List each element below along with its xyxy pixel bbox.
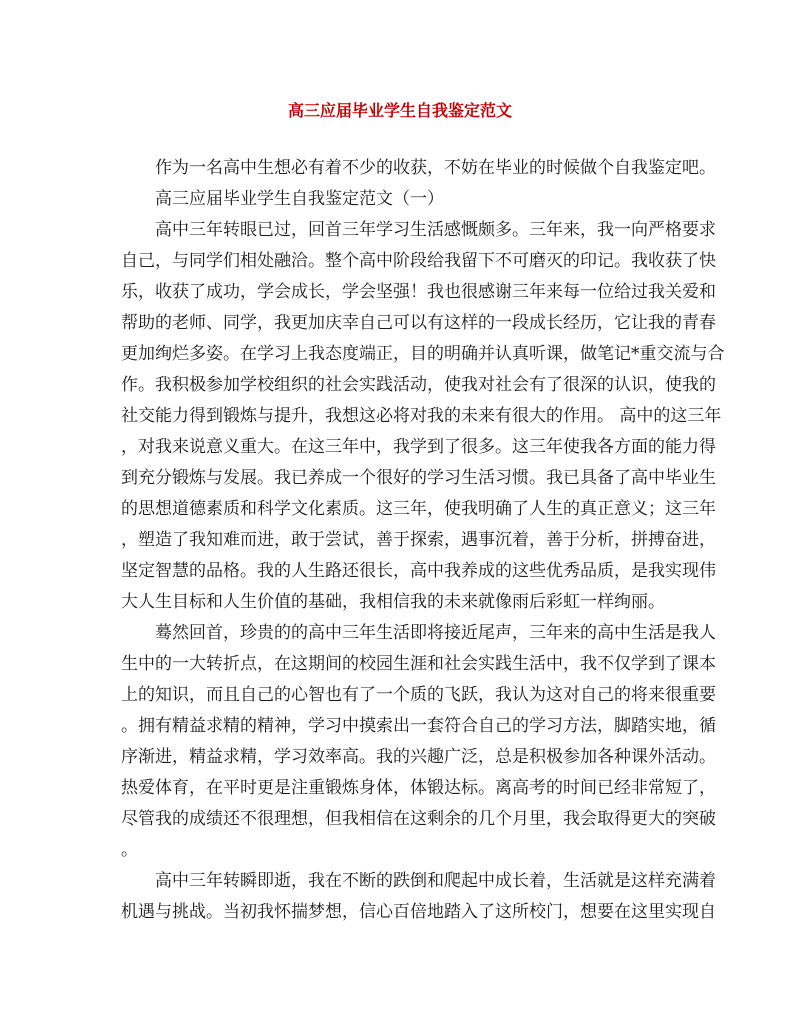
paragraph-line: 帮助的老师、同学，我更加庆幸自己可以有这样的一段成长经历，它让我的青春 [121, 313, 716, 333]
paragraph-line: 到充分锻炼与发展。我已养成一个很好的学习生活习惯。我已具备了高中毕业生 [121, 468, 716, 488]
intro-line: 作为一名高中生想必有着不少的收获，不妨在毕业的时候做个自我鉴定吧。 [121, 158, 716, 178]
paragraph-line: 序渐进，精益求精，学习效率高。我的兴趣广泛，总是积极参加各种课外活动。 [121, 747, 716, 767]
paragraph-line: 。 [121, 840, 138, 860]
paragraph-line: 机遇与挑战。当初我怀揣梦想，信心百倍地踏入了这所校门，想要在这里实现自 [121, 902, 716, 922]
paragraph-line: 热爱体育，在平时更是注重锻炼身体，体锻达标。离高考的时间已经非常短了， [121, 778, 716, 798]
paragraph-line: 尽管我的成绩还不很理想，但我相信在这剩余的几个月里，我会取得更大的突破 [121, 809, 716, 829]
paragraph-line: 自己，与同学们相处融洽。整个高中阶段给我留下不可磨灭的印记。我收获了快 [121, 251, 716, 271]
section-heading: 高三应届毕业学生自我鉴定范文（一） [121, 189, 444, 209]
paragraph-line: 乐，收获了成功，学会成长，学会坚强！我也很感谢三年来每一位给过我关爱和 [121, 282, 716, 302]
paragraph-line: ，塑造了我知难而进，敢于尝试，善于探索，遇事沉着，善于分析，拼搏奋进， [121, 530, 716, 550]
paragraph-line: 高中三年转瞬即逝，我在不断的跌倒和爬起中成长着，生活就是这样充满着 [121, 871, 716, 891]
paragraph-line: 蓦然回首，珍贵的的高中三年生活即将接近尾声，三年来的高中生活是我人 [121, 623, 716, 643]
paragraph-line: 社交能力得到锻炼与提升，我想这必将对我的未来有很大的作用。 高中的这三年 [121, 406, 722, 426]
paragraph-line: ，对我来说意义重大。在这三年中，我学到了很多。这三年使我各方面的能力得 [121, 437, 716, 457]
paragraph-line: 大人生目标和人生价值的基础，我相信我的未来就像雨后彩虹一样绚丽。 [121, 592, 665, 612]
paragraph-line: 上的知识，而且自己的心智也有了一个质的飞跃，我认为这对自己的将来很重要 [121, 685, 716, 705]
paragraph-line: 的思想道德素质和科学文化素质。这三年，使我明确了人生的真正意义；这三年 [121, 499, 716, 519]
paragraph-line: 。拥有精益求精的精神，学习中摸索出一套符合自己的学习方法，脚踏实地，循 [121, 716, 716, 736]
paragraph-line: 生中的一大转折点，在这期间的校园生涯和社会实践生活中，我不仅学到了课本 [121, 654, 716, 674]
paragraph-line: 高中三年转眼已过，回首三年学习生活感慨颇多。三年来，我一向严格要求 [121, 220, 716, 240]
paragraph-line: 作。我积极参加学校组织的社会实践活动，使我对社会有了很深的认识，使我的 [121, 375, 716, 395]
paragraph-line: 坚定智慧的品格。我的人生路还很长，高中我养成的这些优秀品质，是我实现伟 [121, 561, 716, 581]
document-title: 高三应届毕业学生自我鉴定范文 [287, 101, 512, 120]
paragraph-line: 更加绚烂多姿。在学习上我态度端正，目的明确并认真听课，做笔记*重交流与合 [121, 344, 725, 364]
